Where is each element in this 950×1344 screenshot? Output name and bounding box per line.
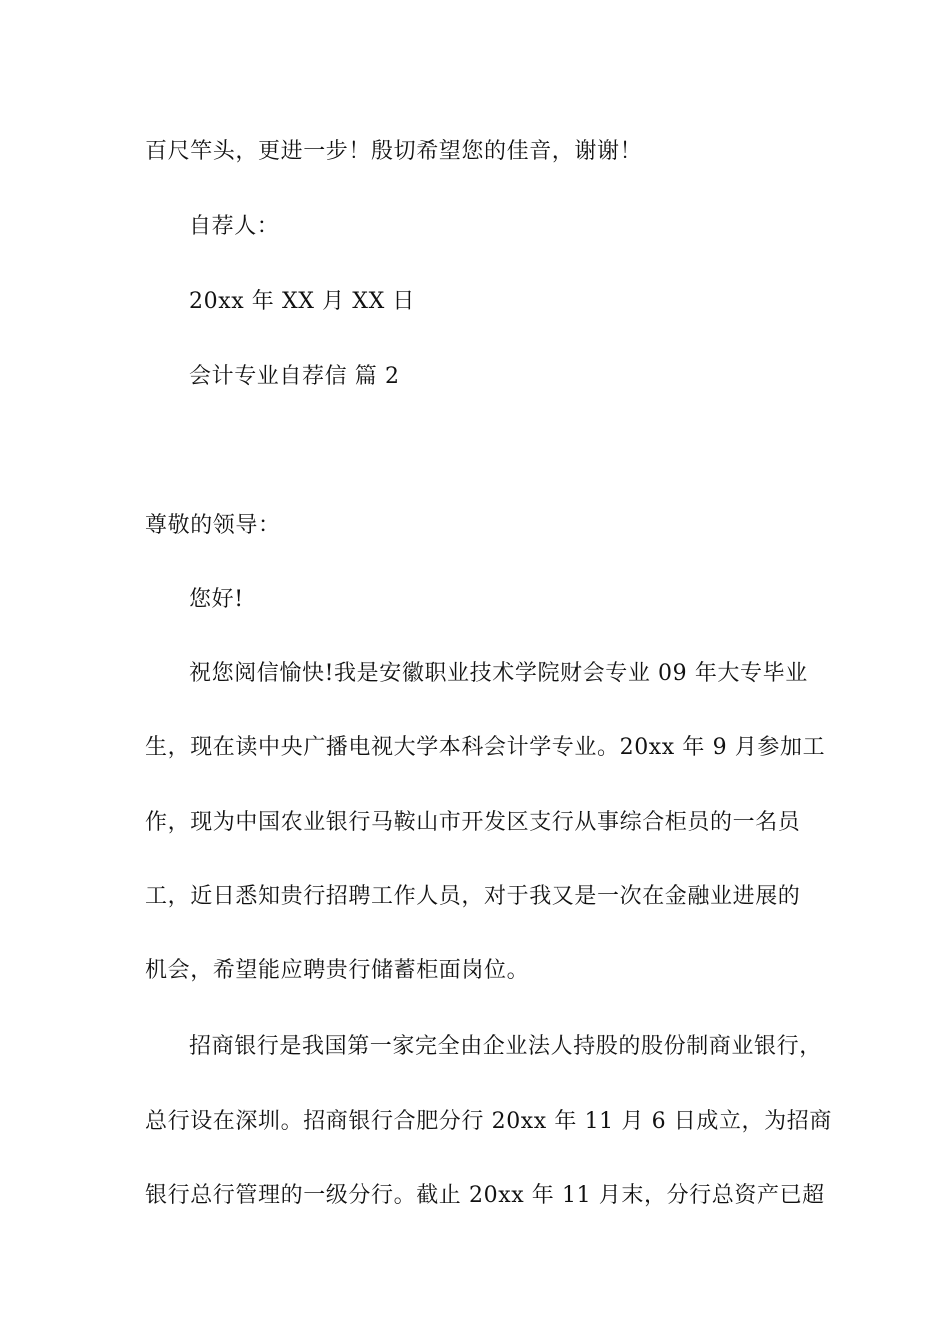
greeting: 您好! — [189, 587, 244, 612]
paragraph-line: 总行设在深圳。招商银行合肥分行 20xx 年 11 月 6 日成立，为招商 — [145, 1109, 832, 1134]
paragraph-line: 生，现在读中央广播电视大学本科会计学专业。20xx 年 9 月参加工 — [145, 735, 826, 760]
paragraph-line: 招商银行是我国第一家完全由企业法人持股的股份制商业银行， — [189, 1034, 822, 1059]
paragraph-line: 祝您阅信愉快!我是安徽职业技术学院财会专业 09 年大专毕业 — [189, 661, 808, 686]
paragraph-line: 机会，希望能应聘贵行储蓄柜面岗位。 — [145, 958, 530, 983]
signature-label: 自荐人： — [189, 214, 280, 239]
date-line: 20xx 年 XX 月 XX 日 — [189, 289, 416, 314]
section-heading: 会计专业自荐信 篇 2 — [189, 364, 400, 389]
salutation: 尊敬的领导： — [145, 513, 281, 538]
paragraph-line: 银行总行管理的一级分行。截止 20xx 年 11 月末，分行总资产已超 — [145, 1183, 825, 1208]
paragraph-line: 作，现为中国农业银行马鞍山市开发区支行从事综合柜员的一名员 — [145, 810, 801, 835]
closing-line: 百尺竿头，更进一步！殷切希望您的佳音，谢谢！ — [145, 139, 643, 164]
paragraph-line: 工，近日悉知贵行招聘工作人员，对于我又是一次在金融业进展的 — [145, 884, 801, 909]
